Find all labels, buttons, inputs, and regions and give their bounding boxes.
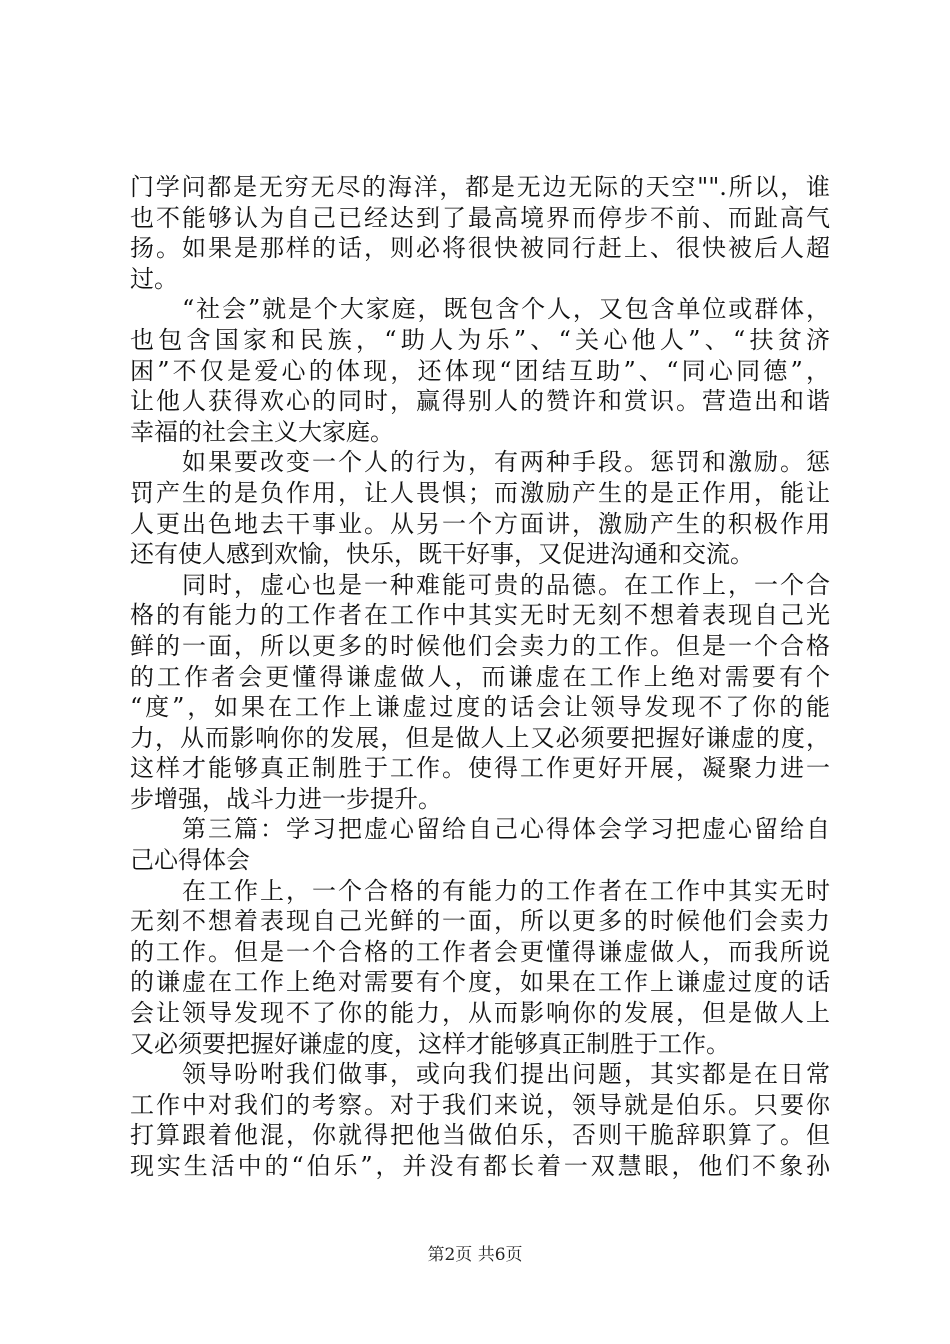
text-line: 工作中对我们的考察。对于我们来说，领导就是伯乐。只要你	[130, 1090, 830, 1119]
text-line: 罚产生的是负作用，让人畏惧；而激励产生的是正作用，能让	[130, 478, 830, 507]
text-line: 也包含国家和民族，“助人为乐”、“关心他人”、“扶贫济	[130, 325, 830, 354]
text-line: 的工作者会更懂得谦虚做人，而谦虚在工作上绝对需要有个	[130, 662, 830, 691]
text-line: “度”，如果在工作上谦虚过度的话会让领导发现不了你的能	[130, 693, 830, 722]
text-line: 步增强，战斗力进一步提升。	[130, 784, 442, 813]
text-line: 第三篇：学习把虚心留给自己心得体会学习把虚心留给自	[182, 815, 830, 844]
text-line: 这样才能够真正制胜于工作。使得工作更好开展，凝聚力进一	[130, 754, 830, 783]
text-line: 让他人获得欢心的同时，赢得别人的赞许和赏识。营造出和谐	[130, 387, 830, 416]
text-line: 力，从而影响你的发展，但是做人上又必须要把握好谦虚的度，	[130, 723, 830, 752]
text-line: 扬。如果是那样的话，则必将很快被同行赶上、很快被后人超	[130, 234, 830, 263]
text-line: 同时，虚心也是一种难能可贵的品德。在工作上，一个合	[182, 570, 830, 599]
text-line: 困”不仅是爱心的体现，还体现“团结互助”、“同心同德”，	[130, 356, 830, 385]
text-line: 无刻不想着表现自己光鲜的一面，所以更多的时候他们会卖力	[130, 907, 830, 936]
text-line: 鲜的一面，所以更多的时候他们会卖力的工作。但是一个合格	[130, 631, 830, 660]
text-line: 人更出色地去干事业。从另一个方面讲，激励产生的积极作用	[130, 509, 830, 538]
text-line: 的工作。但是一个合格的工作者会更懂得谦虚做人，而我所说	[130, 937, 830, 966]
text-line: 幸福的社会主义大家庭。	[130, 417, 394, 446]
text-line: 过。	[130, 264, 178, 293]
text-line: 的谦虚在工作上绝对需要有个度，如果在工作上谦虚过度的话	[130, 968, 830, 997]
text-line: 也不能够认为自己已经达到了最高境界而停步不前、而趾高气	[130, 203, 830, 232]
text-line: 己心得体会	[130, 846, 250, 875]
text-line: 格的有能力的工作者在工作中其实无时无刻不想着表现自己光	[130, 601, 830, 630]
document-body	[130, 172, 830, 1182]
text-line: 领导吩咐我们做事，或向我们提出问题，其实都是在日常	[182, 1060, 830, 1089]
text-line: 现实生活中的“伯乐”，并没有都长着一双慧眼，他们不象孙	[130, 1152, 830, 1180]
text-line: 又必须要把握好谦虚的度，这样才能够真正制胜于工作。	[130, 1029, 730, 1058]
text-line: 如果要改变一个人的行为，有两种手段。惩罚和激励。惩	[182, 448, 830, 477]
text-line: 打算跟着他混，你就得把他当做伯乐，否则干脆辞职算了。但	[130, 1121, 830, 1150]
page-number-footer: 第2页 共6页	[427, 1245, 523, 1265]
text-line: 会让领导发现不了你的能力，从而影响你的发展，但是做人上	[130, 999, 830, 1028]
text-line: 门学问都是无穷无尽的海洋，都是无边无际的天空"".所以，谁	[130, 173, 830, 201]
text-line: 在工作上，一个合格的有能力的工作者在工作中其实无时	[182, 876, 830, 905]
text-line: 还有使人感到欢愉，快乐，既干好事，又促进沟通和交流。	[130, 540, 754, 569]
text-line: “社会”就是个大家庭，既包含个人，又包含单位或群体，	[182, 295, 830, 324]
